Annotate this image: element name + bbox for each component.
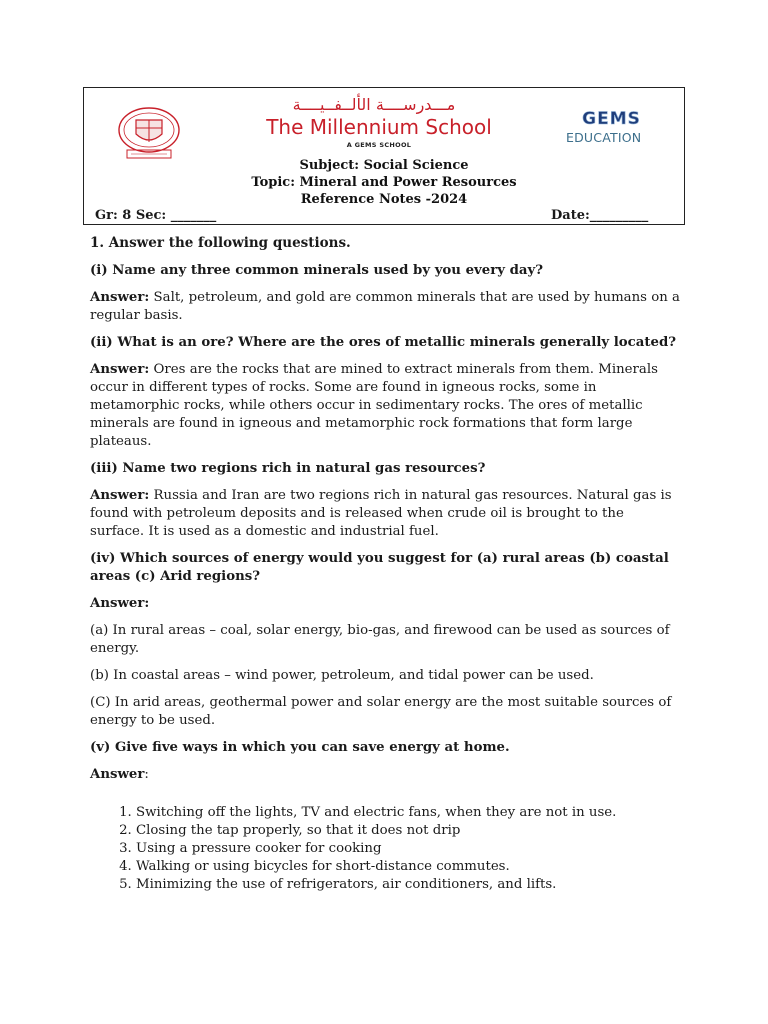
reference-line: Reference Notes -2024 — [300, 192, 468, 207]
school-name: The Millennium School — [266, 115, 492, 139]
list-item: 1. Switching off the lights, TV and electric fans, when they are not in use. — [136, 804, 680, 822]
answer-4b: (b) In coastal areas – wind power, petroleum, and tidal power can be used. — [90, 668, 594, 683]
answer-3 — [90, 487, 680, 541]
school-name-arabic: مـــدرســــة الألــفــيــــة — [292, 95, 456, 114]
section-heading: 1. Answer the following questions. — [90, 235, 351, 251]
list-item: 3. Using a pressure cooker for cooking — [136, 840, 680, 858]
question-1: (i) Name any three common minerals used by you every day? — [90, 263, 544, 278]
list-item: 2. Closing the tap properly, so that it does not drip — [136, 822, 680, 840]
gems-wordmark-text: GEMS — [582, 109, 641, 128]
school-crest-icon — [114, 102, 184, 164]
question-3: (iii) Name two regions rich in natural gas resources? — [90, 461, 486, 476]
answer-label: Answer: — [90, 290, 150, 305]
gems-education-label: EDUCATION — [566, 130, 642, 145]
question-2: (ii) What is an ore? Where are the ores of metallic minerals generally located? — [90, 335, 677, 350]
answer-4-label: Answer: — [90, 596, 150, 611]
answer-4a: (a) In rural areas – coal, solar energy, bio-gas, and firewood can be used as sources of energy. — [90, 623, 670, 656]
question-5: (v) Give five ways in which you can save energy at home. — [90, 740, 510, 755]
date-field: Date:_________ — [551, 208, 649, 223]
topic-line: Topic: Mineral and Power Resources — [251, 175, 517, 190]
answer-label: Answer: — [90, 488, 150, 503]
answer-1-text: Salt, petroleum, and gold are common minerals that are used by humans on a regular basis. — [90, 290, 680, 323]
answer-5-label: Answer: — [90, 767, 149, 782]
answer-2 — [90, 361, 680, 451]
worksheet-body — [90, 234, 680, 894]
answer-2-text: Ores are the rocks that are mined to extract minerals from them. Minerals occur in different types of rocks. Some are found in igneous rocks, some in metamorphic rocks, while others occur in sedimentary rocks. The ores of metallic minerals are found in igneous and metamorphic rock formations that form large plateaus. — [90, 362, 658, 449]
answer-3-text: Russia and Iran are two regions rich in natural gas resources. Natural gas is found with petroleum deposits and is released when crude oil is brought to the surface. It is used as a domestic and industrial fuel. — [90, 488, 672, 539]
gems-logo-icon — [564, 108, 659, 152]
grade-section-field: Gr: 8 Sec: _______ — [95, 208, 217, 223]
list-item: 4. Walking or using bicycles for short-distance commutes. — [136, 858, 680, 876]
question-4: (iv) Which sources of energy would you suggest for (a) rural areas (b) coastal areas (c) Arid regions? — [90, 551, 669, 584]
list-item: 5. Minimizing the use of refrigerators, air conditioners, and lifts. — [136, 876, 680, 894]
subject-line: Subject: Social Science — [299, 158, 469, 173]
energy-saving-list — [90, 804, 680, 894]
gems-wordmark — [564, 108, 659, 128]
worksheet-header — [83, 87, 685, 225]
school-tagline: A GEMS SCHOOL — [346, 141, 412, 149]
answer-label: Answer: — [90, 362, 150, 377]
answer-4c: (C) In arid areas, geothermal power and solar energy are the most suitable sources of energy to be used. — [90, 695, 672, 728]
answer-1 — [90, 289, 680, 325]
